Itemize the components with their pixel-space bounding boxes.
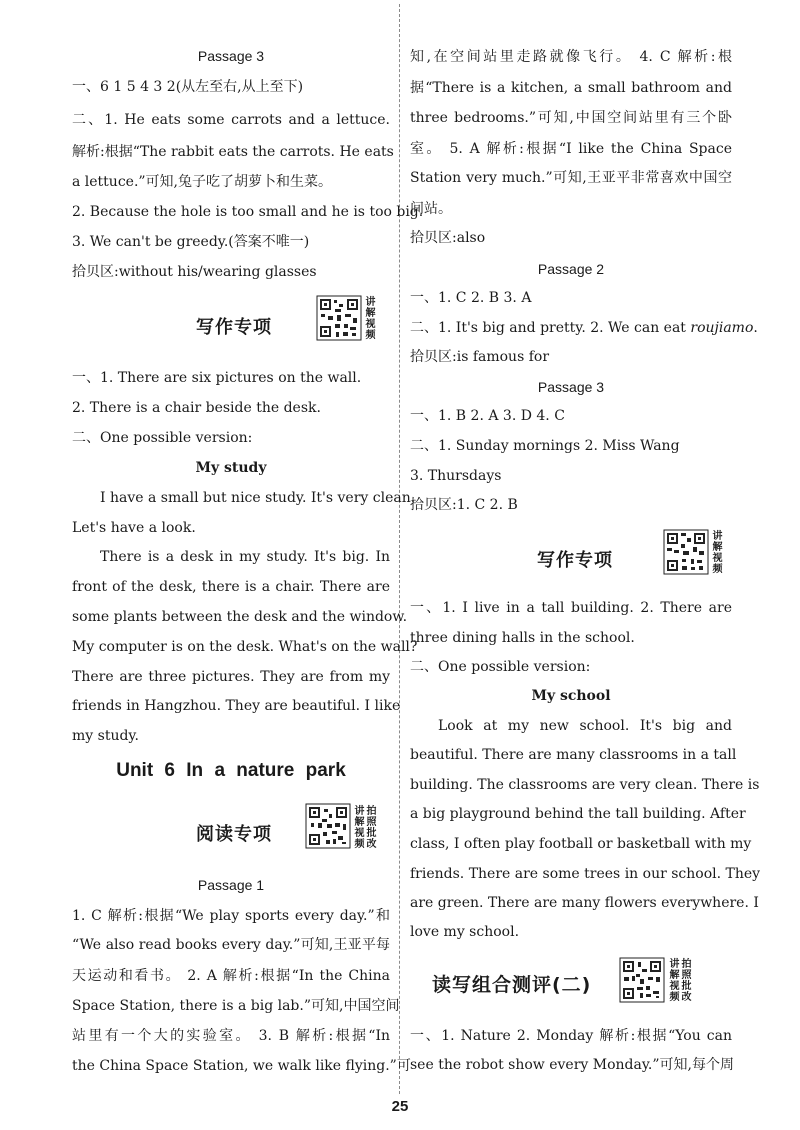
essay-line: There is a desk in my study. It's big. In bbox=[100, 549, 390, 565]
answer-italic: roujiamo bbox=[690, 320, 754, 336]
explanation-line: 室。 5. A 解析:根据“I like the China Space bbox=[410, 141, 732, 157]
answer-line: 一、1. There are six pictures on the wall. bbox=[72, 370, 362, 386]
answer-line: 一、1. C 2. B 3. A bbox=[410, 290, 532, 306]
essay-line: friends. There are some trees in our school. They bbox=[410, 866, 761, 882]
passage3-heading: Passage 3 bbox=[197, 48, 265, 64]
answer-line: 2. Because the hole is too small and he is too big. bbox=[72, 204, 424, 220]
qr-label: 讲 解 视 频 bbox=[712, 531, 723, 575]
writing-section-title: 写作专项 bbox=[537, 550, 613, 571]
test-section-title: 读写组合测评(二) bbox=[432, 974, 592, 996]
qr-code-icon bbox=[620, 958, 664, 1002]
answer-line: three dining halls in the school. bbox=[410, 630, 635, 646]
answer-line: 一、6 1 5 4 3 2(从左至右,从上至下) bbox=[72, 79, 304, 95]
essay-line: My computer is on the desk. What's on the wall? bbox=[72, 639, 418, 655]
essay-line: There are three pictures. They are from my bbox=[72, 669, 390, 685]
explanation-line: Space Station, there is a big lab.”可知,中国空间 bbox=[72, 998, 400, 1014]
shell-note: 拾贝区:without his/wearing glasses bbox=[72, 264, 317, 280]
essay-line: I have a small but nice study. It's very clean. bbox=[100, 490, 416, 506]
explanation-line: 知,在空间站里走路就像飞行。 4. C 解析:根 bbox=[410, 49, 732, 65]
essay-line: beautiful. There are many classrooms in a tall bbox=[410, 747, 737, 763]
essay-line: my study. bbox=[72, 728, 139, 744]
unit-title: Unit 6 In a nature park bbox=[116, 760, 346, 781]
shell-note: 拾贝区:1. C 2. B bbox=[410, 497, 518, 513]
essay-line: are green. There are many flowers everywhere. I bbox=[410, 895, 759, 911]
explanation-line: 解析:根据“The rabbit eats the carrots. He eats bbox=[72, 144, 394, 160]
qr-code bbox=[664, 530, 708, 578]
qr-label: 讲 解 视 频 bbox=[354, 806, 365, 850]
qr-code bbox=[620, 958, 664, 1006]
explanation-line: “We also read books every day.”可知,王亚平每 bbox=[72, 937, 390, 953]
answer-text: . bbox=[753, 320, 758, 336]
qr-code-icon bbox=[306, 804, 350, 848]
essay-line: building. The classrooms are very clean. There is bbox=[410, 777, 760, 793]
essay-line: class, I often play football or basketball with my bbox=[410, 836, 752, 852]
answer-line: 3. We can't be greedy.(答案不唯一) bbox=[72, 234, 310, 250]
essay-line: front of the desk, there is a chair. There are bbox=[72, 579, 390, 595]
reading-section-title: 阅读专项 bbox=[196, 824, 272, 845]
answer-line: 2. There is a chair beside the desk. bbox=[72, 400, 321, 416]
essay-title: My study bbox=[195, 460, 267, 476]
essay-line: Let's have a look. bbox=[72, 520, 196, 536]
essay-line: Look at my new school. It's big and bbox=[438, 718, 732, 734]
answer-text: 二、1. It's big and pretty. 2. We can eat bbox=[410, 320, 691, 336]
explanation-line: 天运动和看书。 2. A 解析:根据“In the China bbox=[72, 968, 390, 984]
qr-label: 拍 照 批 改 bbox=[366, 806, 377, 850]
qr-code bbox=[306, 804, 350, 852]
essay-title: My school bbox=[531, 688, 611, 704]
qr-label: 讲 解 视 频 bbox=[365, 297, 376, 341]
qr-label: 拍 照 批 改 bbox=[681, 959, 692, 1003]
explanation-line: Station very much.”可知,王亚平非常喜欢中国空 bbox=[410, 170, 732, 186]
answer-line bbox=[410, 318, 758, 338]
column-divider bbox=[399, 4, 400, 1094]
qr-code-icon bbox=[317, 296, 361, 340]
essay-line: love my school. bbox=[410, 924, 520, 940]
explanation-line: see the robot show every Monday.”可知,每个周 bbox=[410, 1057, 734, 1073]
explanation-line: three bedrooms.”可知,中国空间站里有三个卧 bbox=[410, 110, 732, 126]
essay-line: a big playground behind the tall building. After bbox=[410, 806, 746, 822]
passage3-heading: Passage 3 bbox=[537, 379, 605, 395]
answer-line: 一、1. Nature 2. Monday 解析:根据“You can bbox=[410, 1028, 732, 1044]
shell-note: 拾贝区:also bbox=[410, 230, 486, 246]
answer-line: 3. Thursdays bbox=[410, 468, 502, 484]
qr-code bbox=[317, 296, 361, 344]
writing-section-title: 写作专项 bbox=[196, 317, 272, 338]
answer-line: 二、One possible version: bbox=[410, 659, 591, 675]
essay-line: some plants between the desk and the window. bbox=[72, 609, 408, 625]
explanation-line: the China Space Station, we walk like flying.”可 bbox=[72, 1058, 411, 1074]
explanation-line: 站里有一个大的实验室。 3. B 解析:根据“In bbox=[72, 1028, 390, 1044]
answer-line: 一、1. I live in a tall building. 2. There are bbox=[410, 600, 732, 616]
qr-label: 讲 解 视 频 bbox=[669, 959, 680, 1003]
answer-line: 二、1. He eats some carrots and a lettuce. bbox=[72, 112, 390, 128]
explanation-line: a lettuce.”可知,兔子吃了胡萝卜和生菜。 bbox=[72, 174, 333, 190]
answer-line: 一、1. B 2. A 3. D 4. C bbox=[410, 408, 565, 424]
explanation-line: 据“There is a kitchen, a small bathroom and bbox=[410, 80, 732, 96]
passage2-heading: Passage 2 bbox=[537, 261, 605, 277]
passage1-heading: Passage 1 bbox=[197, 877, 265, 893]
essay-line: friends in Hangzhou. They are beautiful. I like bbox=[72, 698, 401, 714]
explanation-line: 1. C 解析:根据“We play sports every day.”和 bbox=[72, 908, 390, 924]
explanation-line: 间站。 bbox=[410, 201, 452, 217]
qr-code-icon bbox=[664, 530, 708, 574]
page-number: 25 bbox=[391, 1098, 409, 1115]
answer-line: 二、One possible version: bbox=[72, 430, 253, 446]
shell-note: 拾贝区:is famous for bbox=[410, 349, 550, 365]
answer-line: 二、1. Sunday mornings 2. Miss Wang bbox=[410, 438, 680, 454]
